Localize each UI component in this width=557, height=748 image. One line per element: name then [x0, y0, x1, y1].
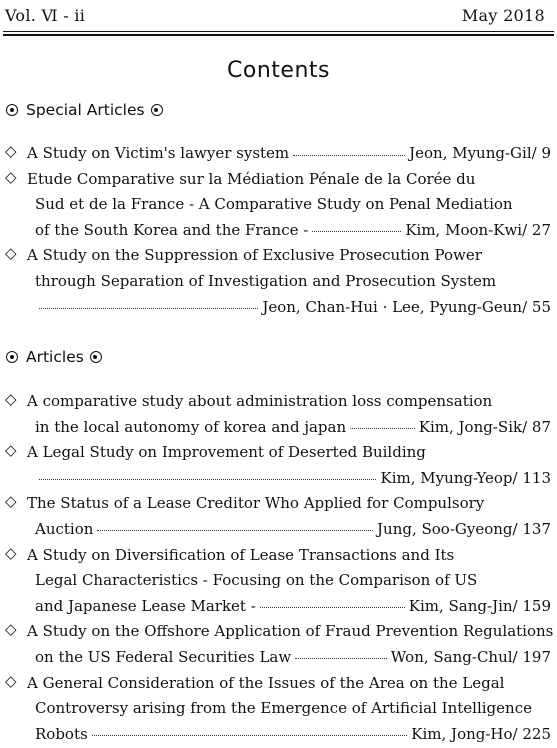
page-title: Contents — [227, 58, 330, 83]
circle-bullet-icon — [151, 104, 163, 116]
dot-leader — [39, 308, 258, 309]
dot-leader — [295, 658, 387, 659]
toc-line — [5, 697, 551, 719]
toc-line — [5, 270, 551, 292]
diamond-bullet-icon: ◇ — [5, 390, 17, 408]
header-rule-thick — [3, 34, 554, 36]
entry-author-page: Jeon, Myung-Gil/ 9 — [409, 144, 551, 162]
entry-author-page: Jung, Soo-Gyeong/ 137 — [377, 519, 551, 538]
entry-title-text: A Study on the Offshore Application of Fraud Prevention Regulations — [27, 622, 554, 641]
entry-title-text: A Study on Victim's lawyer system — [27, 144, 290, 162]
diamond-bullet-icon: ◇ — [5, 671, 17, 690]
toc-line — [5, 620, 554, 642]
toc-line — [5, 518, 551, 540]
diamond-bullet-icon: ◇ — [5, 244, 17, 263]
toc-line — [5, 416, 551, 438]
entry-title-text: and Japanese Lease Market - — [35, 596, 256, 615]
entry-title-text: through Separation of Investigation and Prosecution System — [35, 271, 497, 290]
entry-author-page: Kim, Moon-Kwi/ 27 — [405, 220, 551, 239]
entry-author-page: Kim, Jong-Sik/ 87 — [418, 417, 551, 436]
toc-line — [5, 142, 551, 164]
page-header — [0, 6, 557, 28]
dot-leader — [39, 479, 376, 480]
diamond-bullet-icon: ◇ — [5, 167, 17, 186]
section-articles — [6, 347, 102, 367]
toc-line — [5, 296, 551, 318]
dot-leader — [92, 735, 408, 736]
toc-line — [5, 193, 551, 215]
entry-title-text: The Status of a Lease Creditor Who Applied for Compulsory — [27, 494, 485, 513]
entry-title-text: Controversy arising from the Emergence of Artificial Intelligence — [35, 699, 532, 718]
entry-title-text: of the South Korea and the France - — [35, 220, 309, 239]
entry-title-text: A Legal Study on Improvement of Deserted Building — [27, 443, 426, 462]
entry-title-text: Sud et de la France - A Comparative Study on Penal Mediation — [35, 195, 513, 214]
toc-line — [5, 646, 551, 668]
entry-title-text: Robots — [35, 724, 88, 743]
entry-title-text: A General Consideration of the Issues of the Area on the Legal — [27, 673, 505, 692]
toc-line — [5, 219, 551, 241]
circle-bullet-icon — [90, 351, 102, 363]
entry-title-text: A comparative study about administration loss compensation — [27, 392, 493, 410]
diamond-bullet-icon: ◇ — [5, 620, 17, 639]
dot-leader — [260, 607, 405, 608]
diamond-bullet-icon: ◇ — [5, 543, 17, 562]
toc-line — [5, 723, 551, 745]
toc-line — [5, 168, 551, 190]
diamond-bullet-icon: ◇ — [5, 492, 17, 511]
circle-bullet-icon — [6, 104, 18, 116]
entry-title-text: in the local autonomy of korea and japan — [35, 417, 347, 436]
entry-author-page: Kim, Jong-Ho/ 225 — [411, 724, 551, 743]
toc-line — [5, 467, 551, 489]
entry-title-text: A Study on the Suppression of Exclusive Prosecution Power — [27, 246, 482, 265]
dot-leader — [312, 231, 401, 232]
toc-line — [5, 390, 551, 412]
dot-leader — [97, 530, 373, 531]
toc-line — [5, 441, 551, 463]
diamond-bullet-icon: ◇ — [5, 441, 17, 460]
entry-title-text: on the US Federal Securities Law — [35, 647, 292, 666]
toc-line — [5, 569, 551, 591]
volume-label: Vol. Ⅵ - ii — [5, 6, 86, 25]
entry-title-text: Legal Characteristics - Focusing on the Comparison of US — [35, 571, 478, 590]
section-special-articles — [6, 100, 163, 120]
date-label: May 2018 — [461, 6, 545, 25]
entry-author-page: Kim, Sang-Jin/ 159 — [408, 596, 551, 615]
circle-bullet-icon — [6, 351, 18, 363]
toc-line — [5, 672, 551, 694]
entry-author-page: Won, Sang-Chul/ 197 — [390, 647, 551, 666]
entry-author-page: Jeon, Chan-Hui · Lee, Pyung-Geun/ 55 — [262, 297, 551, 316]
header-rule-thin — [3, 31, 554, 32]
toc-line — [5, 244, 551, 266]
entry-title-text: A Study on Diversification of Lease Transactions and Its — [27, 545, 455, 564]
entry-title-text: Etude Comparative sur la Médiation Pénale de la Corée du — [27, 169, 476, 188]
toc-line — [5, 492, 551, 514]
dot-leader — [350, 428, 415, 429]
diamond-bullet-icon: ◇ — [5, 142, 17, 160]
toc-line — [5, 544, 551, 566]
toc-line — [5, 595, 551, 617]
section-label: Articles — [26, 348, 84, 366]
dot-leader — [293, 155, 405, 156]
section-label: Special Articles — [26, 101, 145, 119]
entry-author-page: Kim, Myung-Yeop/ 113 — [380, 468, 551, 487]
entry-title-text: Auction — [35, 519, 94, 538]
